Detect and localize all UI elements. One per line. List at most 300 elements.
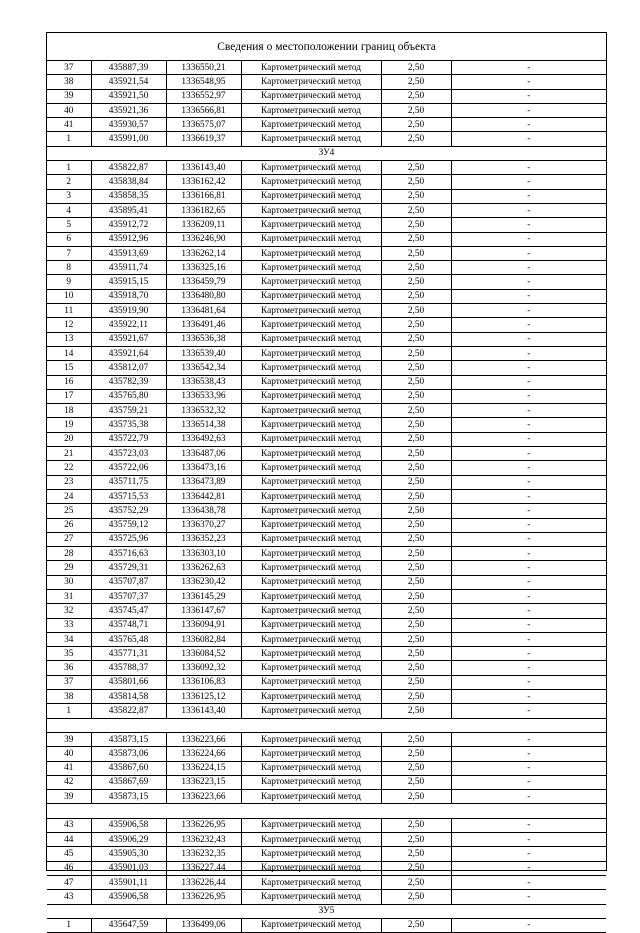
document-sheet <box>46 32 607 931</box>
accuracy-cell: 2,50 <box>381 847 451 861</box>
x-coordinate-cell: 435812,07 <box>91 361 166 375</box>
accuracy-cell: 2,50 <box>381 504 451 518</box>
accuracy-cell: 2,50 <box>381 575 451 589</box>
x-coordinate-cell: 435822,87 <box>91 704 166 718</box>
accuracy-cell: 2,50 <box>381 890 451 904</box>
section-label: ЗУ5 <box>47 904 606 918</box>
table-row <box>47 318 606 332</box>
point-number-cell: 10 <box>47 289 91 303</box>
method-cell: Картометрический метод <box>241 675 381 689</box>
method-cell: Картометрический метод <box>241 418 381 432</box>
x-coordinate-cell: 435748,71 <box>91 618 166 632</box>
section-header-row <box>47 904 606 918</box>
method-cell: Картометрический метод <box>241 818 381 832</box>
description-cell: - <box>451 918 606 932</box>
x-coordinate-cell: 435922,11 <box>91 318 166 332</box>
accuracy-cell: 2,50 <box>381 218 451 232</box>
x-coordinate-cell: 435715,53 <box>91 489 166 503</box>
point-number-cell: 43 <box>47 818 91 832</box>
accuracy-cell: 2,50 <box>381 618 451 632</box>
table-row <box>47 61 606 75</box>
method-cell: Картометрический метод <box>241 246 381 260</box>
x-coordinate-cell: 435918,70 <box>91 289 166 303</box>
point-number-cell: 44 <box>47 833 91 847</box>
table-row <box>47 103 606 117</box>
table-row <box>47 833 606 847</box>
table-row <box>47 747 606 761</box>
table-row <box>47 890 606 904</box>
accuracy-cell: 2,50 <box>381 118 451 132</box>
description-cell: - <box>451 461 606 475</box>
point-number-cell: 40 <box>47 747 91 761</box>
method-cell: Картометрический метод <box>241 332 381 346</box>
description-cell: - <box>451 261 606 275</box>
description-cell: - <box>451 732 606 746</box>
method-cell: Картометрический метод <box>241 475 381 489</box>
description-cell: - <box>451 790 606 804</box>
x-coordinate-cell: 435895,41 <box>91 203 166 217</box>
x-coordinate-cell: 435745,47 <box>91 604 166 618</box>
description-cell: - <box>451 175 606 189</box>
accuracy-cell: 2,50 <box>381 389 451 403</box>
method-cell: Картометрический метод <box>241 89 381 103</box>
y-coordinate-cell: 1336143,40 <box>166 161 241 175</box>
point-number-cell: 25 <box>47 504 91 518</box>
description-cell: - <box>451 847 606 861</box>
table-row <box>47 489 606 503</box>
point-number-cell: 34 <box>47 632 91 646</box>
description-cell: - <box>451 561 606 575</box>
accuracy-cell: 2,50 <box>381 103 451 117</box>
method-cell: Картометрический метод <box>241 375 381 389</box>
point-number-cell: 16 <box>47 375 91 389</box>
point-number-cell: 39 <box>47 732 91 746</box>
table-row <box>47 647 606 661</box>
x-coordinate-cell: 435921,64 <box>91 346 166 360</box>
point-number-cell: 32 <box>47 604 91 618</box>
y-coordinate-cell: 1336226,95 <box>166 890 241 904</box>
method-cell: Картометрический метод <box>241 890 381 904</box>
y-coordinate-cell: 1336106,83 <box>166 675 241 689</box>
y-coordinate-cell: 1336232,35 <box>166 847 241 861</box>
accuracy-cell: 2,50 <box>381 918 451 932</box>
accuracy-cell: 2,50 <box>381 432 451 446</box>
point-number-cell: 28 <box>47 547 91 561</box>
x-coordinate-cell: 435723,03 <box>91 447 166 461</box>
point-number-cell: 37 <box>47 675 91 689</box>
table-row <box>47 389 606 403</box>
y-coordinate-cell: 1336459,79 <box>166 275 241 289</box>
point-number-cell: 17 <box>47 389 91 403</box>
section-header-row <box>47 146 606 160</box>
blank-cell <box>47 804 606 818</box>
point-number-cell: 35 <box>47 647 91 661</box>
description-cell: - <box>451 246 606 260</box>
table-row <box>47 203 606 217</box>
x-coordinate-cell: 435905,30 <box>91 847 166 861</box>
y-coordinate-cell: 1336262,63 <box>166 561 241 575</box>
table-row <box>47 447 606 461</box>
method-cell: Картометрический метод <box>241 747 381 761</box>
point-number-cell: 4 <box>47 203 91 217</box>
method-cell: Картометрический метод <box>241 132 381 146</box>
x-coordinate-cell: 435913,69 <box>91 246 166 260</box>
y-coordinate-cell: 1336082,84 <box>166 632 241 646</box>
x-coordinate-cell: 435707,37 <box>91 589 166 603</box>
point-number-cell: 40 <box>47 103 91 117</box>
accuracy-cell: 2,50 <box>381 661 451 675</box>
description-cell: - <box>451 604 606 618</box>
accuracy-cell: 2,50 <box>381 875 451 889</box>
x-coordinate-cell: 435887,39 <box>91 61 166 75</box>
table-row <box>47 461 606 475</box>
method-cell: Картометрический метод <box>241 875 381 889</box>
x-coordinate-cell: 435867,69 <box>91 775 166 789</box>
accuracy-cell: 2,50 <box>381 461 451 475</box>
method-cell: Картометрический метод <box>241 61 381 75</box>
method-cell: Картометрический метод <box>241 547 381 561</box>
accuracy-cell: 2,50 <box>381 775 451 789</box>
point-number-cell: 45 <box>47 847 91 861</box>
x-coordinate-cell: 435873,06 <box>91 747 166 761</box>
method-cell: Картометрический метод <box>241 461 381 475</box>
description-cell: - <box>451 690 606 704</box>
method-cell: Картометрический метод <box>241 175 381 189</box>
description-cell: - <box>451 304 606 318</box>
method-cell: Картометрический метод <box>241 861 381 875</box>
x-coordinate-cell: 435921,67 <box>91 332 166 346</box>
y-coordinate-cell: 1336539,40 <box>166 346 241 360</box>
accuracy-cell: 2,50 <box>381 318 451 332</box>
x-coordinate-cell: 435873,15 <box>91 790 166 804</box>
point-number-cell: 30 <box>47 575 91 589</box>
table-row <box>47 547 606 561</box>
method-cell: Картометрический метод <box>241 561 381 575</box>
point-number-cell: 9 <box>47 275 91 289</box>
accuracy-cell: 2,50 <box>381 75 451 89</box>
x-coordinate-cell: 435930,57 <box>91 118 166 132</box>
accuracy-cell: 2,50 <box>381 189 451 203</box>
y-coordinate-cell: 1336473,16 <box>166 461 241 475</box>
point-number-cell: 47 <box>47 875 91 889</box>
x-coordinate-cell: 435725,96 <box>91 532 166 546</box>
point-number-cell: 39 <box>47 89 91 103</box>
method-cell: Картометрический метод <box>241 833 381 847</box>
description-cell: - <box>451 661 606 675</box>
method-cell: Картометрический метод <box>241 761 381 775</box>
x-coordinate-cell: 435729,31 <box>91 561 166 575</box>
table-row <box>47 661 606 675</box>
description-cell: - <box>451 161 606 175</box>
y-coordinate-cell: 1336303,10 <box>166 547 241 561</box>
method-cell: Картометрический метод <box>241 532 381 546</box>
table-row <box>47 289 606 303</box>
accuracy-cell: 2,50 <box>381 561 451 575</box>
table-row <box>47 175 606 189</box>
point-number-cell: 41 <box>47 118 91 132</box>
description-cell: - <box>451 89 606 103</box>
x-coordinate-cell: 435765,48 <box>91 632 166 646</box>
accuracy-cell: 2,50 <box>381 203 451 217</box>
description-cell: - <box>451 775 606 789</box>
description-cell: - <box>451 318 606 332</box>
y-coordinate-cell: 1336566,81 <box>166 103 241 117</box>
y-coordinate-cell: 1336227,44 <box>166 861 241 875</box>
description-cell: - <box>451 532 606 546</box>
accuracy-cell: 2,50 <box>381 647 451 661</box>
table-row <box>47 690 606 704</box>
table-row <box>47 532 606 546</box>
table-row <box>47 561 606 575</box>
x-coordinate-cell: 435906,58 <box>91 818 166 832</box>
y-coordinate-cell: 1336370,27 <box>166 518 241 532</box>
accuracy-cell: 2,50 <box>381 175 451 189</box>
table-row <box>47 261 606 275</box>
x-coordinate-cell: 435788,37 <box>91 661 166 675</box>
y-coordinate-cell: 1336226,44 <box>166 875 241 889</box>
table-row <box>47 375 606 389</box>
description-cell: - <box>451 432 606 446</box>
accuracy-cell: 2,50 <box>381 589 451 603</box>
table-row <box>47 346 606 360</box>
method-cell: Картометрический метод <box>241 232 381 246</box>
point-number-cell: 37 <box>47 61 91 75</box>
point-number-cell: 27 <box>47 532 91 546</box>
description-cell: - <box>451 818 606 832</box>
point-number-cell: 15 <box>47 361 91 375</box>
description-cell: - <box>451 647 606 661</box>
y-coordinate-cell: 1336125,12 <box>166 690 241 704</box>
point-number-cell: 24 <box>47 489 91 503</box>
point-number-cell: 23 <box>47 475 91 489</box>
accuracy-cell: 2,50 <box>381 404 451 418</box>
point-number-cell: 38 <box>47 75 91 89</box>
blank-cell <box>47 718 606 732</box>
table-row <box>47 504 606 518</box>
description-cell: - <box>451 475 606 489</box>
method-cell: Картометрический метод <box>241 447 381 461</box>
y-coordinate-cell: 1336223,66 <box>166 790 241 804</box>
description-cell: - <box>451 218 606 232</box>
y-coordinate-cell: 1336224,15 <box>166 761 241 775</box>
point-number-cell: 13 <box>47 332 91 346</box>
accuracy-cell: 2,50 <box>381 61 451 75</box>
description-cell: - <box>451 118 606 132</box>
table-row <box>47 304 606 318</box>
x-coordinate-cell: 435752,29 <box>91 504 166 518</box>
point-number-cell: 42 <box>47 775 91 789</box>
point-number-cell: 18 <box>47 404 91 418</box>
accuracy-cell: 2,50 <box>381 704 451 718</box>
description-cell: - <box>451 203 606 217</box>
description-cell: - <box>451 489 606 503</box>
table-row <box>47 232 606 246</box>
method-cell: Картометрический метод <box>241 318 381 332</box>
method-cell: Картометрический метод <box>241 690 381 704</box>
table-row <box>47 847 606 861</box>
point-number-cell: 5 <box>47 218 91 232</box>
y-coordinate-cell: 1336092,32 <box>166 661 241 675</box>
method-cell: Картометрический метод <box>241 103 381 117</box>
description-cell: - <box>451 132 606 146</box>
table-row <box>47 161 606 175</box>
accuracy-cell: 2,50 <box>381 690 451 704</box>
x-coordinate-cell: 435915,15 <box>91 275 166 289</box>
y-coordinate-cell: 1336442,81 <box>166 489 241 503</box>
x-coordinate-cell: 435901,03 <box>91 861 166 875</box>
description-cell: - <box>451 704 606 718</box>
accuracy-cell: 2,50 <box>381 346 451 360</box>
accuracy-cell: 2,50 <box>381 161 451 175</box>
y-coordinate-cell: 1336438,78 <box>166 504 241 518</box>
description-cell: - <box>451 418 606 432</box>
point-number-cell: 26 <box>47 518 91 532</box>
accuracy-cell: 2,50 <box>381 447 451 461</box>
y-coordinate-cell: 1336532,32 <box>166 404 241 418</box>
x-coordinate-cell: 435901,11 <box>91 875 166 889</box>
y-coordinate-cell: 1336223,66 <box>166 732 241 746</box>
point-number-cell: 11 <box>47 304 91 318</box>
y-coordinate-cell: 1336166,81 <box>166 189 241 203</box>
blank-separator-row <box>47 718 606 732</box>
method-cell: Картометрический метод <box>241 218 381 232</box>
method-cell: Картометрический метод <box>241 704 381 718</box>
table-body <box>47 61 606 933</box>
point-number-cell: 3 <box>47 189 91 203</box>
table-row <box>47 775 606 789</box>
x-coordinate-cell: 435814,58 <box>91 690 166 704</box>
x-coordinate-cell: 435707,87 <box>91 575 166 589</box>
accuracy-cell: 2,50 <box>381 833 451 847</box>
method-cell: Картометрический метод <box>241 847 381 861</box>
x-coordinate-cell: 435858,35 <box>91 189 166 203</box>
y-coordinate-cell: 1336499,06 <box>166 918 241 932</box>
x-coordinate-cell: 435838,84 <box>91 175 166 189</box>
point-number-cell: 1 <box>47 132 91 146</box>
method-cell: Картометрический метод <box>241 203 381 217</box>
y-coordinate-cell: 1336224,66 <box>166 747 241 761</box>
y-coordinate-cell: 1336550,21 <box>166 61 241 75</box>
accuracy-cell: 2,50 <box>381 861 451 875</box>
description-cell: - <box>451 504 606 518</box>
coordinates-table <box>47 61 606 933</box>
method-cell: Картометрический метод <box>241 504 381 518</box>
x-coordinate-cell: 435771,31 <box>91 647 166 661</box>
method-cell: Картометрический метод <box>241 118 381 132</box>
accuracy-cell: 2,50 <box>381 489 451 503</box>
description-cell: - <box>451 618 606 632</box>
y-coordinate-cell: 1336325,16 <box>166 261 241 275</box>
accuracy-cell: 2,50 <box>381 790 451 804</box>
x-coordinate-cell: 435822,87 <box>91 161 166 175</box>
accuracy-cell: 2,50 <box>381 732 451 746</box>
x-coordinate-cell: 435735,38 <box>91 418 166 432</box>
y-coordinate-cell: 1336223,15 <box>166 775 241 789</box>
y-coordinate-cell: 1336533,96 <box>166 389 241 403</box>
description-cell: - <box>451 375 606 389</box>
y-coordinate-cell: 1336147,67 <box>166 604 241 618</box>
point-number-cell: 29 <box>47 561 91 575</box>
x-coordinate-cell: 435921,54 <box>91 75 166 89</box>
table-row <box>47 875 606 889</box>
point-number-cell: 22 <box>47 461 91 475</box>
y-coordinate-cell: 1336246,90 <box>166 232 241 246</box>
point-number-cell: 36 <box>47 661 91 675</box>
description-cell: - <box>451 890 606 904</box>
x-coordinate-cell: 435711,75 <box>91 475 166 489</box>
accuracy-cell: 2,50 <box>381 304 451 318</box>
point-number-cell: 33 <box>47 618 91 632</box>
method-cell: Картометрический метод <box>241 361 381 375</box>
accuracy-cell: 2,50 <box>381 547 451 561</box>
description-cell: - <box>451 275 606 289</box>
method-cell: Картометрический метод <box>241 389 381 403</box>
description-cell: - <box>451 589 606 603</box>
accuracy-cell: 2,50 <box>381 332 451 346</box>
x-coordinate-cell: 435911,74 <box>91 261 166 275</box>
y-coordinate-cell: 1336094,91 <box>166 618 241 632</box>
point-number-cell: 1 <box>47 918 91 932</box>
section-label: ЗУ4 <box>47 146 606 160</box>
y-coordinate-cell: 1336473,89 <box>166 475 241 489</box>
table-row <box>47 618 606 632</box>
y-coordinate-cell: 1336352,23 <box>166 532 241 546</box>
description-cell: - <box>451 289 606 303</box>
table-row <box>47 418 606 432</box>
method-cell: Картометрический метод <box>241 518 381 532</box>
y-coordinate-cell: 1336162,42 <box>166 175 241 189</box>
method-cell: Картометрический метод <box>241 346 381 360</box>
accuracy-cell: 2,50 <box>381 518 451 532</box>
x-coordinate-cell: 435873,15 <box>91 732 166 746</box>
method-cell: Картометрический метод <box>241 189 381 203</box>
x-coordinate-cell: 435801,66 <box>91 675 166 689</box>
method-cell: Картометрический метод <box>241 404 381 418</box>
accuracy-cell: 2,50 <box>381 289 451 303</box>
x-coordinate-cell: 435991,00 <box>91 132 166 146</box>
x-coordinate-cell: 435912,72 <box>91 218 166 232</box>
accuracy-cell: 2,50 <box>381 375 451 389</box>
accuracy-cell: 2,50 <box>381 246 451 260</box>
y-coordinate-cell: 1336226,95 <box>166 818 241 832</box>
y-coordinate-cell: 1336514,38 <box>166 418 241 432</box>
table-row <box>47 732 606 746</box>
table-row <box>47 604 606 618</box>
x-coordinate-cell: 435716,63 <box>91 547 166 561</box>
x-coordinate-cell: 435867,60 <box>91 761 166 775</box>
blank-separator-row <box>47 804 606 818</box>
accuracy-cell: 2,50 <box>381 632 451 646</box>
method-cell: Картометрический метод <box>241 732 381 746</box>
method-cell: Картометрический метод <box>241 618 381 632</box>
method-cell: Картометрический метод <box>241 790 381 804</box>
method-cell: Картометрический метод <box>241 918 381 932</box>
table-row <box>47 75 606 89</box>
y-coordinate-cell: 1336619,37 <box>166 132 241 146</box>
y-coordinate-cell: 1336480,80 <box>166 289 241 303</box>
table-row <box>47 132 606 146</box>
point-number-cell: 31 <box>47 589 91 603</box>
point-number-cell: 46 <box>47 861 91 875</box>
y-coordinate-cell: 1336538,43 <box>166 375 241 389</box>
accuracy-cell: 2,50 <box>381 232 451 246</box>
point-number-cell: 41 <box>47 761 91 775</box>
y-coordinate-cell: 1336232,43 <box>166 833 241 847</box>
y-coordinate-cell: 1336182,65 <box>166 203 241 217</box>
method-cell: Картометрический метод <box>241 261 381 275</box>
accuracy-cell: 2,50 <box>381 747 451 761</box>
y-coordinate-cell: 1336492,63 <box>166 432 241 446</box>
